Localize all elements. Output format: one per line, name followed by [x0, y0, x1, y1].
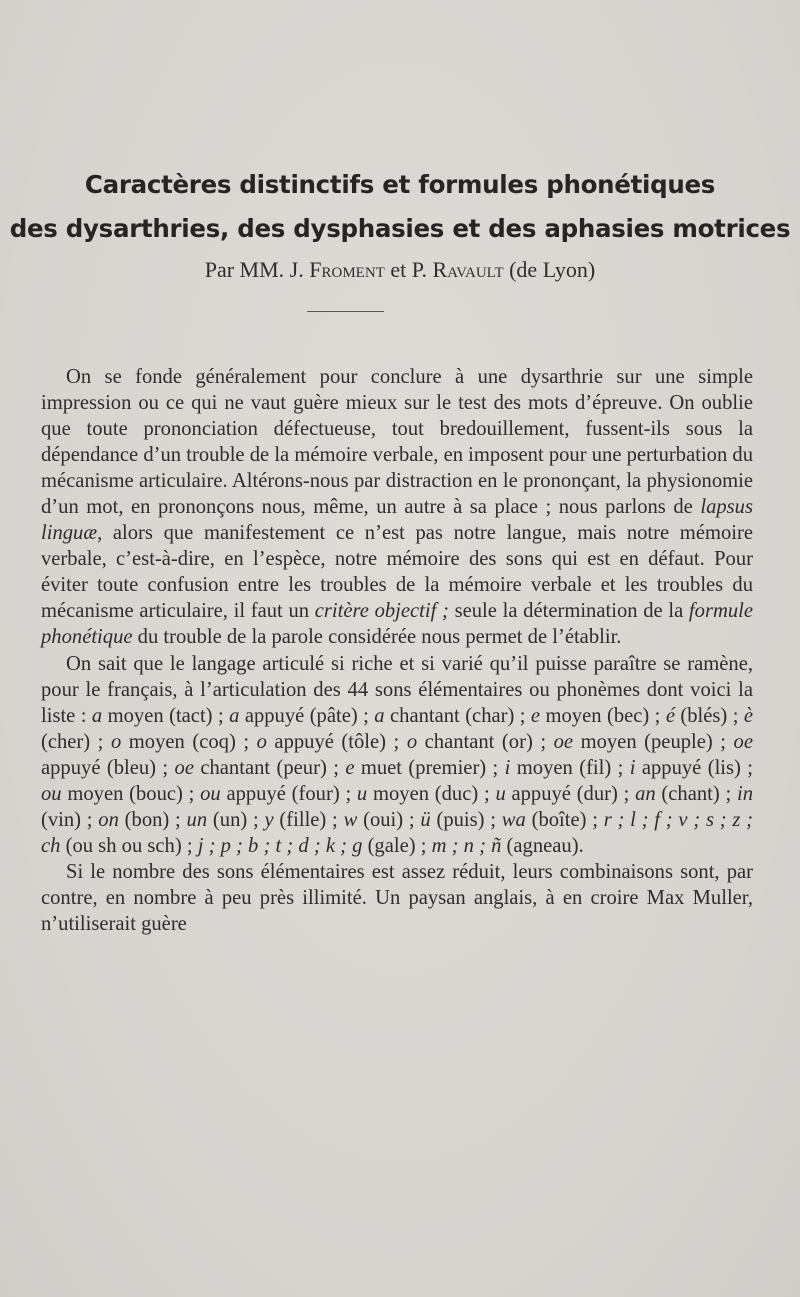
phoneme-symbol: r ; l ; f ; v ; s ; z ; ch: [41, 808, 754, 857]
phoneme-example: (fille) ;: [273, 808, 344, 831]
author-ravault: Ravault: [432, 257, 504, 282]
p2-intro: On sait que le langage articulé si riche et si varié qu’il puisse paraître se ramène, pour le français, à l’articulation des 44 sons élémentaires ou phonèmes dont voici la liste :: [41, 652, 753, 727]
phoneme-example: appuyé (lis) ;: [635, 756, 753, 779]
phoneme-example: chantant (char) ;: [384, 704, 531, 727]
phoneme-symbol: i: [629, 756, 636, 779]
phoneme-example: (cher) ;: [41, 730, 111, 753]
phoneme-example: moyen (fil) ;: [510, 756, 630, 779]
p1-text-e: seule la détermination de la: [448, 600, 689, 623]
phoneme-symbol: ou: [200, 782, 221, 805]
phoneme-example: (chant) ;: [655, 782, 737, 805]
byline-prefix: Par MM. J.: [204, 257, 304, 282]
paragraph-3: Si le nombre des sons élémentaires est assez réduit, leurs combinaisons sont, par contre, en nombre à peu près illimité. Un paysan anglais, à en croire Max Muller, n’utiliserait guère: [41, 860, 753, 935]
phoneme-symbol: oe: [733, 730, 753, 753]
phoneme-example: moyen (bec) ;: [540, 704, 666, 727]
phoneme-example: muet (premier) ;: [354, 756, 505, 779]
phoneme-example: appuyé (dur) ;: [505, 782, 636, 805]
author-byline: [0, 257, 800, 283]
phoneme-example: chantant (or) ;: [417, 730, 554, 753]
byline-connector: et P.: [390, 257, 428, 282]
title-line-2: des dysarthries, des dysphasies et des aphasies motrices: [9, 214, 791, 243]
phoneme-symbol: oe: [174, 756, 194, 779]
p1-text-g: du trouble de la parole considérée nous permet de l’établir.: [132, 626, 622, 649]
phoneme-example: (un) ;: [207, 808, 265, 831]
phoneme-symbol: on: [98, 808, 119, 831]
phoneme-example: (gale) ;: [362, 834, 432, 857]
phoneme-example: moyen (tact) ;: [102, 704, 230, 727]
phoneme-symbol: m ; n ; ñ: [431, 834, 502, 857]
byline-affiliation: (de Lyon): [509, 257, 596, 282]
phoneme-symbol: in: [736, 782, 753, 805]
phoneme-example: (vin) ;: [41, 808, 99, 831]
phoneme-example: moyen (peuple) ;: [573, 730, 734, 753]
phoneme-symbol: w: [343, 808, 358, 831]
phoneme-example: moyen (coq) ;: [121, 730, 257, 753]
author-froment: Froment: [309, 257, 385, 282]
phoneme-symbol: e: [345, 756, 355, 779]
phoneme-example: (boîte) ;: [525, 808, 604, 831]
phoneme-symbol: y: [264, 808, 274, 831]
article-title: [0, 163, 800, 251]
phoneme-symbol: an: [635, 782, 656, 805]
phoneme-symbol: e: [530, 704, 541, 727]
phoneme-example: chantant (peur) ;: [193, 756, 346, 779]
phoneme-symbol: a: [374, 704, 385, 727]
phoneme-example: (bon) ;: [118, 808, 187, 831]
phoneme-example: appuyé (bleu) ;: [41, 756, 175, 779]
phoneme-symbol: o: [110, 730, 122, 753]
phoneme-example: (blés) ;: [674, 704, 744, 727]
phoneme-example: moyen (duc) ;: [367, 782, 496, 805]
phoneme-symbol: a: [229, 704, 240, 727]
phoneme-symbol: o: [256, 730, 267, 753]
paragraph-1: [41, 364, 753, 651]
p1-text-c: alors que manifestement ce n’est pas notre langue, mais notre mémoire verbale, c’est-à-dire, en l’espèce, notre mémoire des sons qui est en défaut. Pour éviter toute confusion entre les troubles de la mémoire verbale et les troubles du mécanisme articulaire, il faut un: [41, 522, 753, 623]
phoneme-example: appuyé (four) ;: [220, 782, 357, 805]
p1-italic-critere: critère objectif ;: [314, 600, 449, 623]
p1-italic-formule: formule phonétique: [41, 600, 753, 649]
phoneme-symbol: é: [665, 704, 675, 727]
phoneme-symbol: un: [186, 808, 208, 831]
phoneme-symbol: ü: [420, 808, 431, 831]
paragraph-2-phoneme-list: [41, 651, 753, 859]
phoneme-symbol: j ; p ; b ; t ; d ; k ; g: [197, 834, 363, 857]
phoneme-example: (agneau).: [501, 834, 584, 857]
title-line-1: Caractères distinctifs et formules phonétiques: [84, 170, 716, 199]
phoneme-symbol: a: [91, 704, 103, 727]
phoneme-example: appuyé (tôle) ;: [266, 730, 407, 753]
phoneme-example: (oui) ;: [357, 808, 421, 831]
phoneme-symbol: wa: [501, 808, 526, 831]
phoneme-symbol: è: [743, 704, 753, 727]
phoneme-symbol: o: [406, 730, 418, 753]
p1-italic-lapsus: lapsus linguæ,: [41, 496, 753, 545]
phoneme-symbol: u: [356, 782, 368, 805]
phoneme-symbol: i: [504, 756, 511, 779]
separator-rule: [307, 311, 384, 312]
p1-text-a: On se fonde généralement pour conclure à une dysarthrie sur une simple impression ou ce qui ne vaut guère mieux sur le test des mots d’épreuve. On oublie que toute prononciation défectueuse, tout bredouillement, fussent-ils sous la dépendance d’un trouble de la mémoire verbale, en imposent pour une perturbation du mécanisme articulaire. Altérons-nous par distraction en le prononçant, la physionomie d’un mot, en prononçons nous, même, un autre à sa place ; nous parlons de: [41, 366, 753, 519]
phoneme-symbol: ou: [41, 782, 62, 805]
phoneme-symbol: oe: [553, 730, 574, 753]
phoneme-example: appuyé (pâte) ;: [239, 704, 375, 727]
phoneme-example: moyen (bouc) ;: [61, 782, 201, 805]
article-body: [41, 364, 753, 937]
phoneme-example: (puis) ;: [430, 808, 502, 831]
phoneme-symbol: u: [495, 782, 506, 805]
phoneme-example: (ou sh ou sch) ;: [60, 834, 198, 857]
